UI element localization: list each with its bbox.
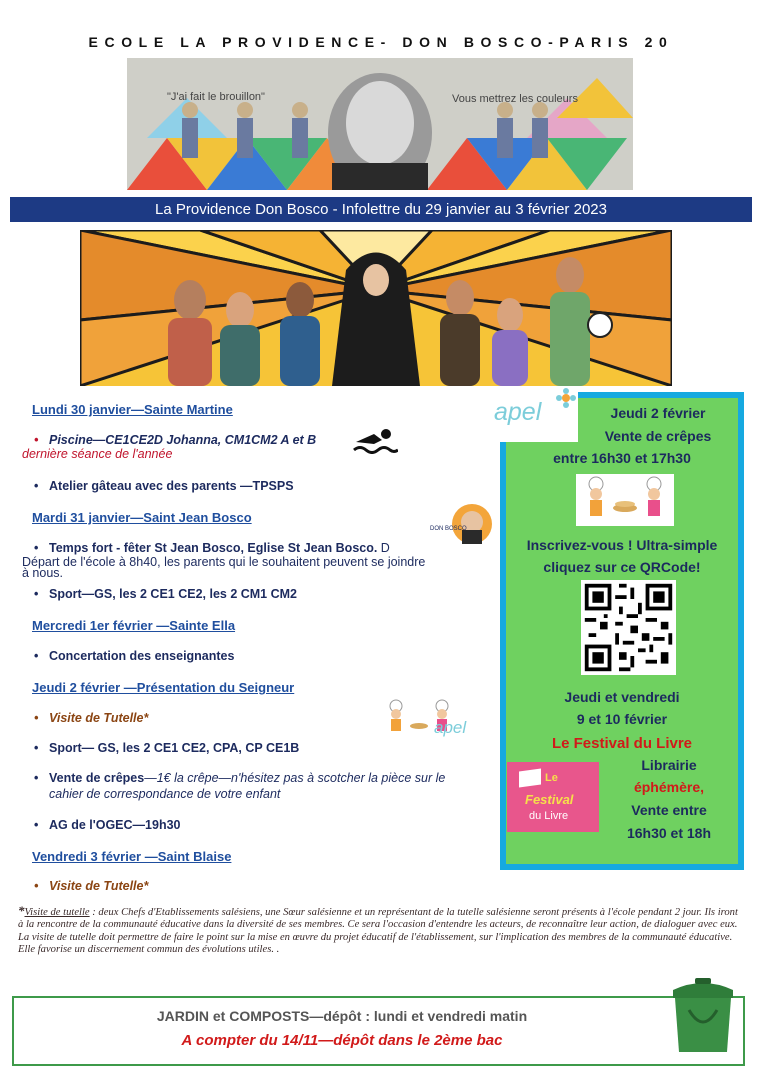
panel-librairie: Librairie (641, 757, 697, 773)
swimmer-icon (352, 426, 398, 459)
item-sport-jeudi: • Sport— GS, les 2 CE1 CE2, CPA, CP CE1B (34, 741, 300, 755)
item-temps-fort-depart-2: à nous. (22, 566, 64, 580)
stained-glass-illustration (80, 230, 672, 386)
bullet: • (34, 649, 39, 663)
festival-logo-text-2: Festival (525, 792, 574, 807)
compost-bin-icon (667, 976, 739, 1061)
day-heading-mardi: Mardi 31 janvier—Saint Jean Bosco (32, 510, 252, 525)
mural-text-left: "J'ai fait le brouillon" (167, 91, 265, 103)
apel-logo-small: apel (434, 718, 467, 737)
day-heading-mercredi: Mercredi 1er février —Sainte Ella (32, 618, 236, 633)
bullet: • (34, 879, 39, 893)
book-icon (519, 768, 541, 787)
apel-flower-icon (556, 388, 576, 413)
item-piscine: • Piscine—CE1CE2D Johanna, CM1CM2 A et B (34, 433, 317, 447)
item-piscine-note: dernière séance de l'année (22, 447, 173, 461)
item-temps-fort-depart: Départ de l'école à 8h40, les parents qui le souhaitent peuvent se joindre (22, 555, 426, 569)
panel-date-3: 9 et 10 février (576, 711, 668, 727)
panel-crepes-illustration (576, 474, 674, 526)
panel-vente-crepes: Vente de crêpes (604, 428, 712, 444)
school-title: ECOLE LA PROVIDENCE- DON BOSCO-PARIS 20 (88, 34, 674, 50)
mural-photo (127, 58, 633, 190)
bullet: • (34, 741, 39, 755)
panel-hours-2: 16h30 et 18h (626, 825, 712, 841)
item-visite-jeudi: • Visite de Tutelle* (34, 711, 149, 725)
apel-logo: apel (494, 398, 542, 426)
tutelle-footnote: *Visite de tutelle : deux Chefs d'Etablissements salésiens, une Sœur salésienne et un représentant de la tutelle salésienne seront présents à l'école pendant 2 jour. Ils iront à la rencontre de la communauté éducative dans la diversité de ses membres. Ce sera l'occasion d'entendre les acteurs, de reconnaître leur action, de dialoguer avec eux. La visite de tutelle doit permettre de faire le point sur la mise en œuvre du projet éducatif de l'établissement, sur l'implication des membres de la communauté éducative. Elle favorise un discernement commun des évolutions utiles. . (18, 903, 738, 956)
item-sport-mardi: • Sport—GS, les 2 CE1 CE2, les 2 CM1 CM2 (34, 587, 297, 601)
item-visite-vendredi: • Visite de Tutelle* (34, 879, 149, 893)
festival-logo-text-1: Le (545, 772, 558, 784)
panel-hours-1: entre 16h30 et 17h30 (553, 450, 691, 466)
panel-date-1: Jeudi 2 février (610, 405, 706, 421)
item-concertation: • Concertation des enseignantes (34, 649, 235, 663)
panel-date-2: Jeudi et vendredi (564, 689, 680, 705)
compost-box (12, 996, 745, 1066)
don-bosco-logo (430, 500, 492, 557)
item-temps-fort: • Temps fort - fêter St Jean Bosco, Eglise St Jean Bosco. D (34, 541, 390, 555)
bullet: • (34, 479, 39, 493)
mural-text-right: Vous mettrez les couleurs (452, 93, 578, 105)
compost-schedule: JARDIN et COMPOSTS—dépôt : lundi et vendredi matin (156, 1008, 528, 1024)
item-ag-ogec: • AG de l'OGEC—19h30 (34, 818, 181, 832)
bullet: • (34, 771, 39, 785)
panel-festival-title: Le Festival du Livre (551, 735, 693, 752)
bullet: • (34, 433, 39, 447)
item-vente-crepes-line2: cahier de correspondance de votre enfant (49, 787, 281, 801)
day-heading-jeudi: Jeudi 2 février —Présentation du Seigneur (32, 680, 295, 695)
item-vente-crepes: • Vente de crêpes—1€ la crêpe—n'hésitez pas à scotcher la pièce sur le (34, 771, 446, 785)
day-heading-vendredi: Vendredi 3 février —Saint Blaise (32, 849, 232, 864)
panel-vente-entre: Vente entre (631, 802, 707, 818)
qr-code[interactable] (581, 580, 676, 675)
newsletter-banner: La Providence Don Bosco - Infolettre du 29 janvier au 3 février 2023 (10, 197, 752, 222)
compost-notice: A compter du 14/11—dépôt dans le 2ème bac (181, 1032, 503, 1049)
panel-qr-instruction: cliquez sur ce QRCode! (543, 559, 701, 575)
item-atelier: • Atelier gâteau avec des parents —TPSPS (34, 479, 294, 493)
festival-logo-text-3: du Livre (529, 810, 569, 822)
panel-ephemere: éphémère, (633, 779, 705, 795)
festival-du-livre-logo (507, 762, 599, 832)
bullet: • (34, 711, 39, 725)
don-bosco-logo-text: DON BOSCO (430, 526, 467, 532)
day-heading-lundi: Lundi 30 janvier—Sainte Martine (32, 402, 233, 417)
bullet: • (34, 587, 39, 601)
panel-inscrivez: Inscrivez-vous ! Ultra-simple (526, 537, 718, 553)
bullet: • (34, 541, 39, 555)
bullet: • (34, 818, 39, 832)
